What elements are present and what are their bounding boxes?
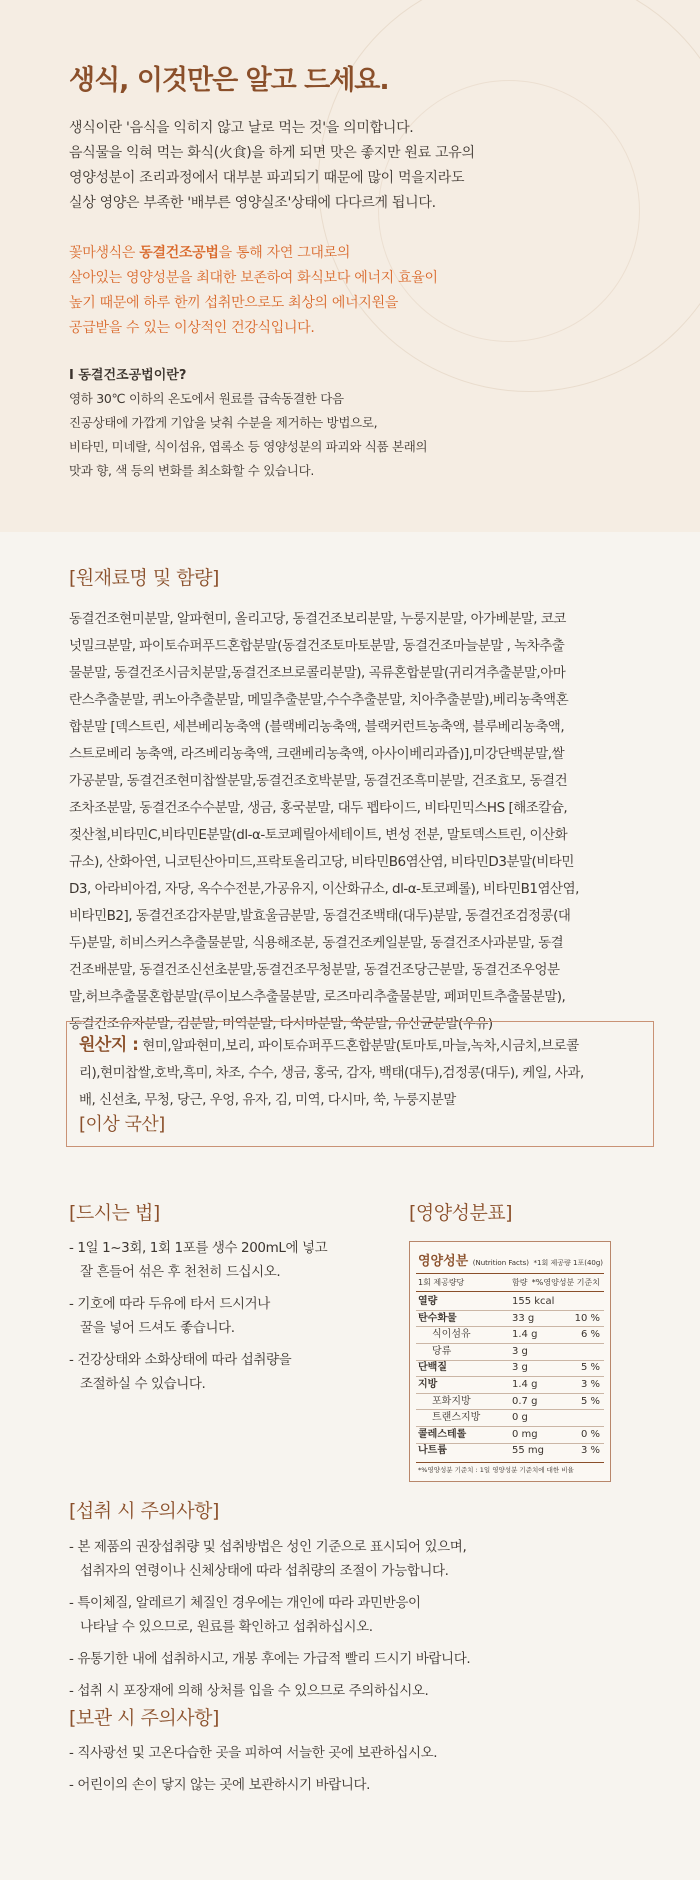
howto-item [69,1348,389,1396]
ingredients-line: 넛밀크분말, 파이토슈퍼푸드혼합분말(동결건조토마토분말, 동결건조마늘분말 , 녹차추출 [69,638,565,654]
ingredients-line: D3, 아라비아검, 자당, 옥수수전분,가공유지, 이산화규소, dl-α-토코페롤), 비타민B1염산염, [69,881,579,897]
highlight-pre: 꽃마생식은 [69,245,140,261]
intro-paragraph [69,116,649,216]
nutrition-pct: 6 % [580,1329,600,1341]
nutrition-col-3: *%영양성분 기준치 [531,1278,600,1287]
ingredients-line: 젖산철,비타민C,비타민E분말(dl-α-토코페릴아세테이트, 변성 전분, 말토덱스트린, 이산화 [69,827,568,843]
nutrition-row [416,1327,604,1342]
ingredients-line: 가공분말, 동결건조현미찹쌀분말,동결건조호박분말, 동결건조흑미분말, 건조효모, 동결건 [69,773,568,789]
nutrition-row [416,1294,604,1309]
method-line: 맛과 향, 색 등의 변화를 최소화할 수 있습니다. [69,463,315,478]
storage-item-line: - 어린이의 손이 닿지 않는 곳에 보관하시기 바랍니다. [69,1777,371,1793]
nutrition-name: 포화지방 [432,1395,471,1407]
nutrition-footnote: *%영양성분 기준치 : 1일 영양성분 기준치에 대한 비율 [418,1466,574,1474]
ingredients-line: 동결건조유자분말, 김분말, 미역분말, 다시마분말, 쑥분말, 유산균분말(우유) [69,1016,493,1032]
storage-item [69,1773,669,1797]
nutrition-row [416,1394,604,1409]
nutrition-name: 열량 [418,1296,438,1307]
howto-title: [드시는 법] [69,1202,160,1224]
howto-item-line: - 기호에 따라 두유에 타서 드시거나 [69,1296,270,1312]
nutrition-head [418,1250,603,1269]
ingredients-line: 규소), 산화아연, 니코틴산아미드,프락토올리고당, 비타민B6염산염, 비타민D3분말(비타민 [69,854,574,870]
highlight-line: 살아있는 영양성분을 최대한 보존하여 화식보다 에너지 효율이 [69,270,438,286]
storage-item [69,1741,669,1765]
nutrition-pct: 3 % [580,1379,600,1390]
ingredients-line: 조차조분말, 동결건조수수분말, 생금, 홍국분말, 대두 펩타이드, 비타민믹스HS [해조칼슘, [69,800,568,816]
nutrition-amount: 33 g [512,1312,535,1324]
origin-footer: [이상 국산] [79,1114,165,1135]
nutrition-name: 지방 [418,1379,438,1390]
ingredients-line: 건조배분말, 동결건조신선초분말,동결건조무청분말, 동결건조당근분말, 동결건조우엉분 [69,962,560,978]
nutrition-rule [416,1273,604,1274]
nutrition-amount: 0.7 g [512,1395,538,1407]
nutrition-amount: 0 g [512,1412,528,1424]
caution-item [69,1647,669,1671]
origin-box [66,1021,654,1147]
intro-line: 생식이란 '음식을 익히지 않고 날로 먹는 것'을 의미합니다. [69,120,414,136]
nutrition-name: 트랜스지방 [432,1412,481,1424]
highlight-line: 높기 때문에 하루 한끼 섭취만으로도 최상의 에너지원을 [69,295,399,311]
howto-item [69,1292,389,1340]
nutrition-amount: 55 mg [512,1445,544,1457]
nutrition-amount: 155 kcal [512,1296,555,1307]
howto-item [69,1236,389,1284]
nutrition-col-1: 1회 제공량당 [418,1278,465,1287]
nutrition-name: 식이섬유 [432,1329,471,1341]
nutrition-rule [416,1291,604,1292]
origin-label: 원산지 : [79,1035,139,1055]
nutrition-serving: *1회 제공량 1포(40g) [533,1259,604,1267]
caution-item [69,1535,669,1583]
nutrition-col-2: 함량 [512,1278,528,1287]
nutrition-pct: 3 % [580,1445,600,1457]
method-line: 영하 30℃ 이하의 온도에서 원료를 급속동결한 다음 [69,391,344,406]
nutrition-amount: 0 mg [512,1428,538,1440]
storage-title: [보관 시 주의사항] [69,1707,219,1729]
method-line: 진공상태에 가깝게 기압을 낮춰 수분을 제거하는 방법으로, [69,415,378,430]
highlight-line: 공급받을 수 있는 이상적인 건강식입니다. [69,320,315,336]
caution-item-line: - 유통기한 내에 섭취하시고, 개봉 후에는 가급적 빨리 드시기 바랍니다. [69,1651,471,1667]
nutrition-pct: 5 % [580,1395,600,1407]
caution-title: [섭취 시 주의사항] [69,1500,219,1522]
nutrition-name: 단백질 [418,1362,447,1374]
nutrition-name: 콜레스테롤 [418,1428,467,1440]
intro-section [0,0,700,532]
ingredients-title: [원재료명 및 함량] [69,567,219,589]
intro-line: 영양성분이 조리과정에서 대부분 파괴되기 때문에 많이 먹을지라도 [69,170,465,186]
nutrition-pct: 0 % [580,1428,600,1440]
origin-line: 리),현미찹쌀,호박,흑미, 차조, 수수, 생금, 홍국, 감자, 백태(대두),검정콩(대두), 케일, 사과, [79,1065,584,1081]
howto-item-line: 꿀을 넣어 드셔도 좋습니다. [80,1320,235,1336]
nutrition-row [416,1344,604,1359]
caution-item-line: 나타날 수 있으므로, 원료를 확인하고 섭취하십시오. [80,1619,373,1635]
highlight-post: 을 통해 자연 그대로의 [218,245,351,261]
nutrition-head-sub: (Nutrition Facts) [472,1259,530,1267]
ingredients-line: 말,허브추출물혼합분말(루이보스추출물분말, 로즈마리추출물분말, 페퍼민트추출물분말), [69,989,566,1005]
howto-item-line: 조절하실 수 있습니다. [80,1376,206,1392]
nutrition-header-row [416,1275,604,1290]
ingredients-line: 합분말 [덱스트린, 세븐베리농축액 (블랙베리농축액, 블랙커런트농축액, 블루베리농축액, [69,719,565,735]
nutrition-row [416,1410,604,1425]
ingredients-text [69,606,661,1038]
nutrition-name: 나트륨 [418,1445,447,1457]
caution-list [69,1535,669,1711]
method-paragraph [69,387,649,483]
ingredients-line: 란스추출분말, 퀴노아추출분말, 메밀추출분말,수수추출분말, 치아추출분말),베리농축액혼 [69,692,569,708]
caution-item-line: 섭취자의 연령이나 신체상태에 따라 섭취량의 조절이 가능합니다. [80,1563,449,1579]
intro-highlight [69,241,649,341]
nutrition-amount: 1.4 g [512,1379,538,1390]
method-line: 비타민, 미네랄, 식이섬유, 엽록소 등 영양성분의 파괴와 식품 본래의 [69,439,428,454]
nutrition-amount: 3 g [512,1362,528,1374]
nutrition-pct: 10 % [574,1312,600,1324]
origin-line: 현미,알파현미,보리, 파이토슈퍼푸드혼합분말(토마토,마늘,녹차,시금치,브로콜 [138,1038,579,1054]
nutrition-row [416,1443,604,1458]
caution-item-line: - 섭취 시 포장재에 의해 상처를 입을 수 있으므로 주의하십시오. [69,1683,429,1699]
nutrition-amount: 1.4 g [512,1329,538,1341]
storage-item-line: - 직사광선 및 고온다습한 곳을 피하여 서늘한 곳에 보관하십시오. [69,1745,438,1761]
caution-item-line: - 본 제품의 권장섭취량 및 섭취방법은 성인 기준으로 표시되어 있으며, [69,1539,467,1555]
nutrition-name: 당류 [432,1345,452,1357]
highlight-line [69,241,649,266]
nutrition-row [416,1427,604,1442]
ingredients-line: 스트로베리 농축액, 라즈베리농축액, 크랜베리농축액, 아사이베리과즙)],미강단백분말,쌀 [69,746,565,762]
nutrition-row [416,1311,604,1326]
ingredients-line: 비타민B2], 동결건조감자분말,발효울금분말, 동결건조백태(대두)분말, 동결건조검정콩(대 [69,908,571,924]
nutrition-row [416,1360,604,1375]
nutrition-table [409,1241,611,1482]
nutrition-pct: 5 % [580,1362,600,1374]
howto-item-line: 잘 흔들어 섞은 후 천천히 드십시오. [80,1264,281,1280]
nutrition-amount: 3 g [512,1345,528,1357]
highlight-bold: 동결건조공법 [139,245,219,261]
ingredients-line: 동결건조현미분말, 알파현미, 올리고당, 동결건조보리분말, 누룽지분말, 아가베분말, 코코 [69,611,566,627]
caution-item [69,1591,669,1639]
origin-text [79,1032,645,1114]
ingredients-line: 두)분말, 히비스커스추출물분말, 식용해조분, 동결건조케일분말, 동결건조사과분말, 동결 [69,935,564,951]
intro-line: 음식물을 익혀 먹는 화식(火食)을 하게 되면 맛은 좋지만 원료 고유의 [69,145,475,161]
nutrition-rule [416,1462,604,1463]
nutrition-head-title: 영양성분 [418,1254,469,1269]
howto-list [69,1236,389,1404]
intro-line: 실상 영양은 부족한 '배부른 영양실조'상태에 다다르게 됩니다. [69,195,436,211]
storage-list [69,1741,669,1805]
howto-item-line: - 건강상태와 소화상태에 따라 섭취량을 [69,1352,292,1368]
caution-item-line: - 특이체질, 알레르기 체질인 경우에는 개인에 따라 과민반응이 [69,1595,421,1611]
method-title: I 동결건조공법이란? [69,368,187,383]
caution-item [69,1679,669,1703]
ingredients-line: 물분말, 동결건조시금치분말,동결건조브로콜리분말), 곡류혼합분말(귀리겨추출분말,아마 [69,665,566,681]
nutrition-row [416,1377,604,1392]
origin-line: 배, 신선초, 무청, 당근, 우엉, 유자, 김, 미역, 다시마, 쑥, 누룽지분말 [79,1092,456,1108]
nutrition-title: [영양성분표] [409,1202,513,1224]
intro-title: 생식, 이것만은 알고 드세요. [69,65,389,96]
nutrition-name: 탄수화물 [418,1312,457,1324]
howto-item-line: - 1일 1~3회, 1회 1포를 생수 200mL에 넣고 [69,1240,328,1256]
